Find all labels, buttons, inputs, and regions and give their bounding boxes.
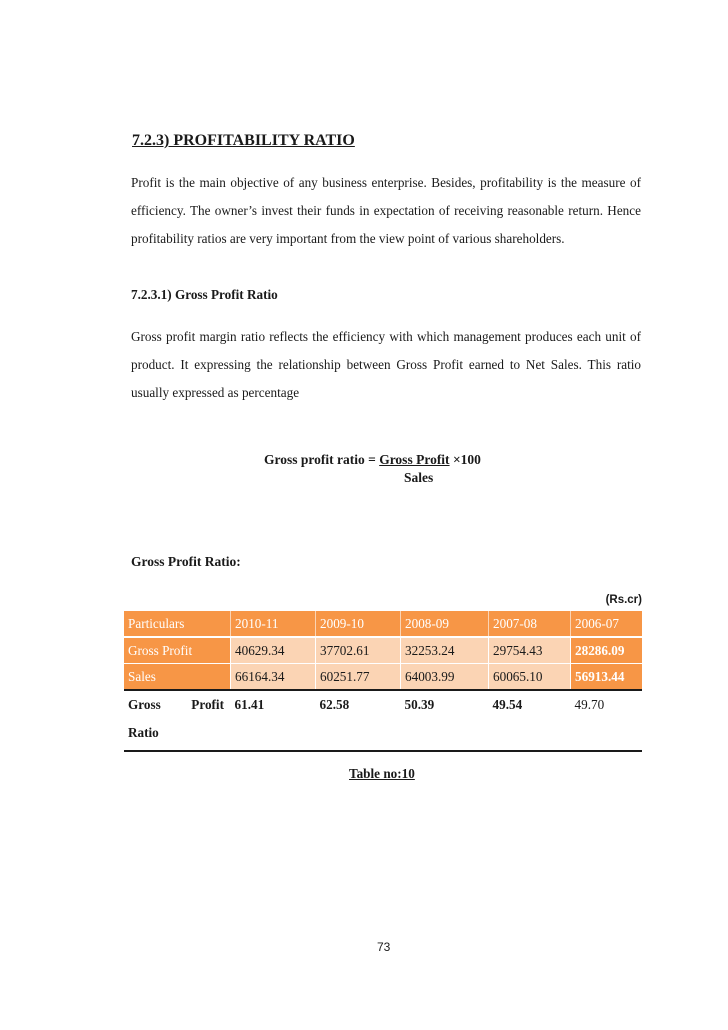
formula-denominator: Sales [404, 470, 434, 485]
table-cell: 32253.24 [401, 637, 489, 664]
row-label: Sales [124, 664, 231, 691]
table-unit: (Rs.cr) [605, 594, 642, 606]
table-cell-highlight: 56913.44 [571, 664, 643, 691]
section-heading: 7.2.3) PROFITABILITY RATIO [132, 132, 355, 149]
table-cell: 62.58 [316, 690, 401, 751]
formula-lhs: Gross profit ratio = [264, 452, 380, 467]
table-cell: 64003.99 [401, 664, 489, 691]
table-row-sales [124, 664, 642, 691]
gross-profit-paragraph: Gross profit margin ratio reflects the efficiency with which management produces each unit of product. It expressing the relationship between Gross Profit earned to Net Sales. This ratio usually expressed as percentage [131, 329, 641, 400]
table-cell: 49.54 [489, 690, 571, 751]
header-cell: 2008-09 [401, 611, 489, 637]
table-header-row [124, 611, 642, 637]
table-cell: 60251.77 [316, 664, 401, 691]
table-cell: 61.41 [231, 690, 316, 751]
table-cell: 66164.34 [231, 664, 316, 691]
table-title: Gross Profit Ratio: [131, 554, 241, 569]
table-row-gross-profit [124, 637, 642, 664]
row-label-word: Gross [128, 697, 161, 712]
table-cell: 29754.43 [489, 637, 571, 664]
formula-multiplier: ×100 [452, 452, 481, 467]
table-cell: 50.39 [401, 690, 489, 751]
header-cell: 2006-07 [571, 611, 643, 637]
gross-profit-formula [264, 452, 481, 485]
row-label-word: Profit [191, 697, 224, 712]
table-cell-highlight: 28286.09 [571, 637, 643, 664]
header-cell: 2010-11 [231, 611, 316, 637]
table-cell: 49.70 [571, 690, 643, 751]
table-caption: Table no:10 [349, 766, 415, 781]
table-cell: 40629.34 [231, 637, 316, 664]
subsection-heading: 7.2.3.1) Gross Profit Ratio [131, 287, 278, 302]
row-label [124, 690, 231, 751]
header-cell: 2009-10 [316, 611, 401, 637]
table-cell: 37702.61 [316, 637, 401, 664]
formula-numerator: Gross Profit [379, 452, 450, 467]
intro-paragraph: Profit is the main objective of any business enterprise. Besides, profitability is the measure of efficiency. The owner’s invest their funds in expectation of receiving reasonable return. Hence profitability ratios are very important from the view point of various shareholders. [131, 175, 641, 246]
header-cell: Particulars [124, 611, 231, 637]
table-cell: 60065.10 [489, 664, 571, 691]
header-cell: 2007-08 [489, 611, 571, 637]
table-row-ratio [124, 690, 642, 751]
row-label: Gross Profit [124, 637, 231, 664]
page-number: 73 [377, 940, 391, 954]
row-label-line2: Ratio [128, 725, 159, 740]
gross-profit-table [124, 611, 642, 752]
